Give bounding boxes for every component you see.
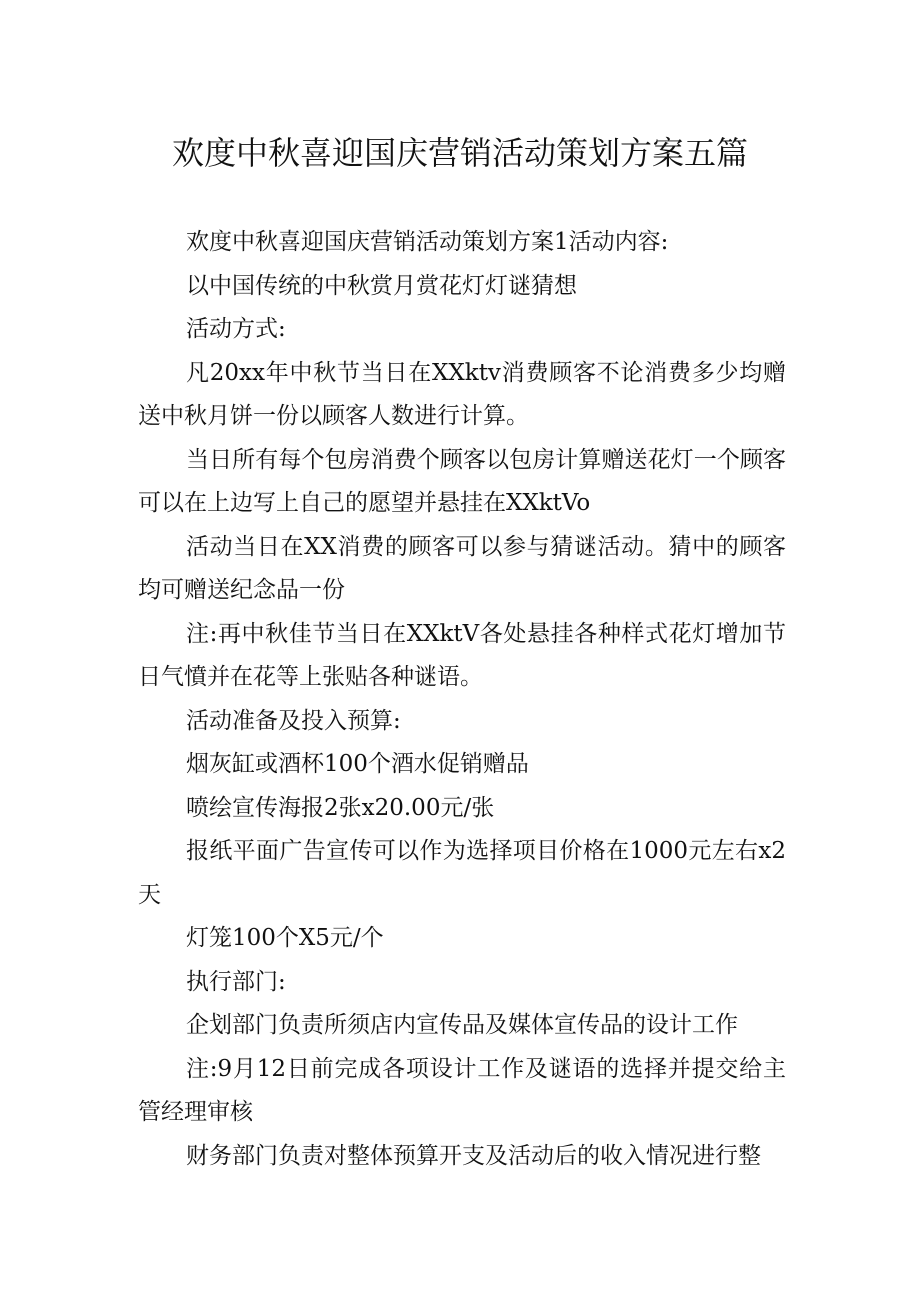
paragraph-6: 活动当日在XX消费的顾客可以参与猜谜活动。猜中的顾客均可赠送纪念品一份: [138, 533, 786, 603]
paragraph-2: 以中国传统的中秋赏月赏花灯灯谜猜想: [186, 272, 577, 299]
paragraph-3: 活动方式:: [186, 316, 286, 342]
paragraph-14: 企划部门负责所须店内宣传品及媒体宣传品的设计工作: [186, 1012, 738, 1038]
paragraph-13: 执行部门:: [186, 968, 286, 995]
paragraph-4: 凡20xx年中秋节当日在XXktv消费顾客不论消费多少均赠送中秋月饼一份以顾客人数进行计算。: [138, 359, 786, 429]
paragraph-12: 灯笼100个X5元/个: [186, 925, 384, 951]
paragraph-11: 报纸平面广告宣传可以作为选择项目价格在1000元左右x2天: [138, 838, 786, 908]
paragraph-8: 活动准备及投入预算:: [186, 707, 401, 734]
paragraph-15: 注:9月12日前完成各项设计工作及谜语的选择并提交给主管经理审核: [138, 1055, 786, 1125]
paragraph-7: 注:再中秋佳节当日在XXktV各处悬挂各种样式花灯增加节日气憤并在花等上张贴各种谜语。: [138, 620, 786, 690]
paragraph-16: 财务部门负责对整体预算开支及活动后的收入情况进行整: [186, 1142, 761, 1169]
document-body: [138, 221, 786, 1178]
paragraph-1: 欢度中秋喜迎国庆营销活动策划方案1活动内容:: [186, 229, 669, 255]
paragraph-5: 当日所有每个包房消费个顾客以包房计算赠送花灯一个顾客可以在上边写上自己的愿望并悬挂在XXktVo: [138, 446, 786, 516]
paragraph-10: 喷绘宣传海报2张x20.00元/张: [186, 794, 495, 821]
document-title: 欢度中秋喜迎国庆营销活动策划方案五篇: [171, 134, 748, 172]
paragraph-9: 烟灰缸或酒杯100个酒水促销赠品: [186, 751, 529, 777]
